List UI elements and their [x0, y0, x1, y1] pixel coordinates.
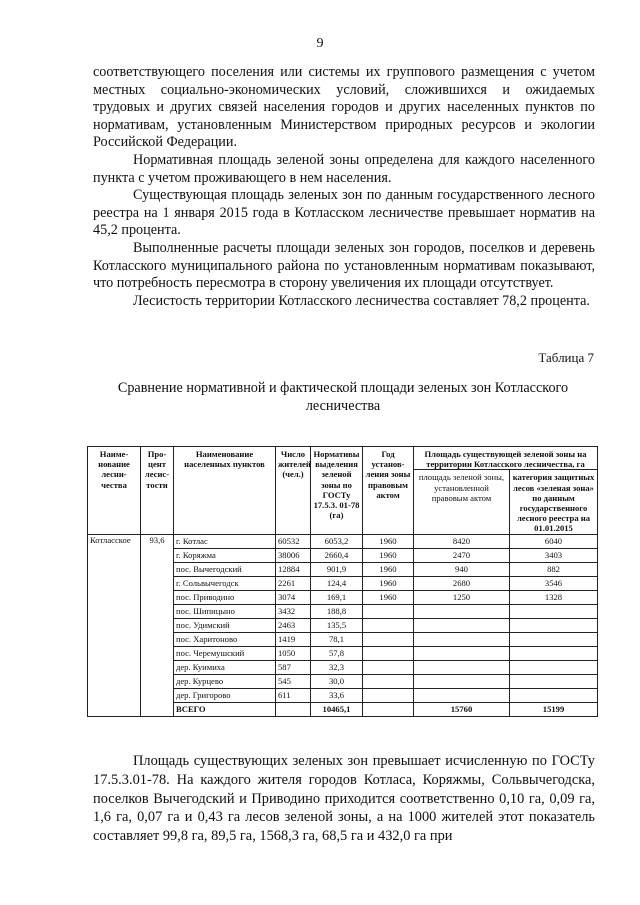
cell-settlement: г. Коряжма	[174, 548, 276, 562]
cell-total-year	[363, 702, 414, 716]
cell-area-legal: 2470	[414, 548, 510, 562]
cell-area-legal: 1250	[414, 590, 510, 604]
cell-area-legal: 2680	[414, 576, 510, 590]
table-label: Таблица 7	[538, 350, 594, 365]
cell-year	[363, 688, 414, 702]
cell-area-legal	[414, 632, 510, 646]
cell-normative: 32,3	[311, 660, 363, 674]
cell-area-legal: 8420	[414, 534, 510, 548]
cell-area-category: 6040	[510, 534, 598, 548]
cell-area-category	[510, 660, 598, 674]
paragraph: Площадь существующих зеленых зон превышает исчисленную по ГОСТу 17.5.3.01-78. На каждого жителя городов Котласа, Коряжмы, Сольвычегодска, поселков Вычегодский и Приводино приходится соответственно 0,10 га, 0,09 га, 1,6 га, 0,07 га и 0,43 га лесов зеленой зоны, а на 1000 жителей этот показатель составляет 99,8 га, 89,5 га, 1568,3 га, 68,5 га и 432,0 га при	[93, 753, 595, 845]
cell-population: 2463	[276, 618, 311, 632]
cell-area-category: 1328	[510, 590, 598, 604]
page-number: 9	[316, 36, 324, 51]
cell-year	[363, 632, 414, 646]
paragraph: Нормативная площадь зеленой зоны определена для каждого населенного пункта с учетом проживающего в нем населения.	[93, 151, 595, 186]
cell-forest-percent: 93,6	[141, 534, 174, 716]
cell-settlement: пос. Шипицыно	[174, 604, 276, 618]
header-area-category: категория защитных лесов «зеленая зона» по данным государственного лесного реестра на 01.01.2015	[510, 470, 598, 534]
cell-year: 1960	[363, 562, 414, 576]
bottom-text-block	[93, 752, 595, 846]
cell-area-legal	[414, 688, 510, 702]
cell-population: 12884	[276, 562, 311, 576]
cell-total-label: ВСЕГО	[174, 702, 276, 716]
cell-area-category: 3546	[510, 576, 598, 590]
cell-year	[363, 674, 414, 688]
header-population: Число жителей (чел.)	[276, 447, 311, 535]
cell-population: 611	[276, 688, 311, 702]
cell-area-category	[510, 632, 598, 646]
cell-area-legal	[414, 674, 510, 688]
cell-area-category	[510, 618, 598, 632]
cell-normative: 6053,2	[311, 534, 363, 548]
paragraph: Лесистость территории Котласского лесничества составляет 78,2 процента.	[133, 292, 590, 309]
cell-normative: 901,9	[311, 562, 363, 576]
cell-normative: 2660,4	[311, 548, 363, 562]
cell-population: 3432	[276, 604, 311, 618]
cell-total-area-category: 15199	[510, 702, 598, 716]
cell-normative: 135,5	[311, 618, 363, 632]
cell-population: 587	[276, 660, 311, 674]
cell-area-category	[510, 646, 598, 660]
green-zone-table	[87, 446, 598, 717]
header-percent-forest: Про-цент лесис-тости	[141, 447, 174, 535]
cell-population: 60532	[276, 534, 311, 548]
cell-year	[363, 604, 414, 618]
cell-population: 1050	[276, 646, 311, 660]
cell-settlement: г. Сольвычегодск	[174, 576, 276, 590]
table-caption: Сравнение нормативной и фактической площади зеленых зон Котласского лесничества	[117, 380, 569, 414]
header-area-group: Площадь существующей зеленой зоны на территории Котласского лесничества, га	[414, 447, 598, 470]
cell-total-population	[276, 702, 311, 716]
table-row	[88, 534, 598, 548]
cell-settlement: дер. Куимиха	[174, 660, 276, 674]
cell-year	[363, 660, 414, 674]
cell-year: 1960	[363, 534, 414, 548]
cell-normative: 78,1	[311, 632, 363, 646]
cell-settlement: г. Котлас	[174, 534, 276, 548]
cell-population: 545	[276, 674, 311, 688]
cell-settlement: пос. Харитоново	[174, 632, 276, 646]
cell-area-legal	[414, 618, 510, 632]
header-year: Год установ-ления зоны правовым актом	[363, 447, 414, 535]
header-normative: Нормативы выделения зеленой зоны по ГОСТу 17.5.3. 01-78 (га)	[311, 447, 363, 535]
cell-settlement: дер. Григорово	[174, 688, 276, 702]
cell-population: 1419	[276, 632, 311, 646]
cell-year: 1960	[363, 576, 414, 590]
cell-year	[363, 618, 414, 632]
top-text-block	[93, 64, 595, 310]
cell-year	[363, 646, 414, 660]
cell-normative: 33,6	[311, 688, 363, 702]
cell-area-category	[510, 674, 598, 688]
cell-settlement: пос. Черемушский	[174, 646, 276, 660]
cell-settlement: пос. Вычегодский	[174, 562, 276, 576]
header-forestry-name: Наиме-нование лесни-чества	[88, 447, 141, 535]
cell-settlement: пос. Приводино	[174, 590, 276, 604]
cell-year: 1960	[363, 548, 414, 562]
header-settlement: Наименование населенных пунктов	[174, 447, 276, 535]
cell-area-legal	[414, 646, 510, 660]
cell-settlement: дер. Курцево	[174, 674, 276, 688]
cell-total-normative: 10465,1	[311, 702, 363, 716]
cell-area-category: 3403	[510, 548, 598, 562]
header-area-legal: площадь зеленой зоны, установленной правовым актом	[414, 470, 510, 534]
cell-total-area-legal: 15760	[414, 702, 510, 716]
cell-settlement: пос. Удимский	[174, 618, 276, 632]
cell-population: 3074	[276, 590, 311, 604]
cell-year: 1960	[363, 590, 414, 604]
cell-area-category	[510, 604, 598, 618]
cell-population: 2261	[276, 576, 311, 590]
cell-normative: 30,0	[311, 674, 363, 688]
cell-normative: 169,1	[311, 590, 363, 604]
cell-area-category	[510, 688, 598, 702]
cell-area-legal	[414, 660, 510, 674]
cell-normative: 124,4	[311, 576, 363, 590]
cell-population: 38006	[276, 548, 311, 562]
cell-area-legal: 940	[414, 562, 510, 576]
cell-normative: 188,8	[311, 604, 363, 618]
paragraph: Существующая площадь зеленых зон по данным государственного лесного реестра на 1 января 2015 года в Котласском лесничестве превышает норматив на 45,2 процента.	[93, 187, 595, 239]
cell-normative: 57,8	[311, 646, 363, 660]
cell-forestry: Котласское	[88, 534, 141, 716]
paragraph: соответствующего поселения или системы их группового размещения с учетом местных социально-экономических условий, сложившихся и ожидаемых трудовых и других связей населения городов и других населенных пунктов по нормативам, установленным Министерством природных ресурсов и экологии Российской Федерации.	[93, 64, 595, 151]
cell-area-legal	[414, 604, 510, 618]
cell-area-category: 882	[510, 562, 598, 576]
paragraph: Выполненные расчеты площади зеленых зон городов, поселков и деревень Котласского муниципального района по установленным нормативам показывают, что потребность пересмотра в сторону увеличения их площади отсутствует.	[93, 239, 595, 292]
